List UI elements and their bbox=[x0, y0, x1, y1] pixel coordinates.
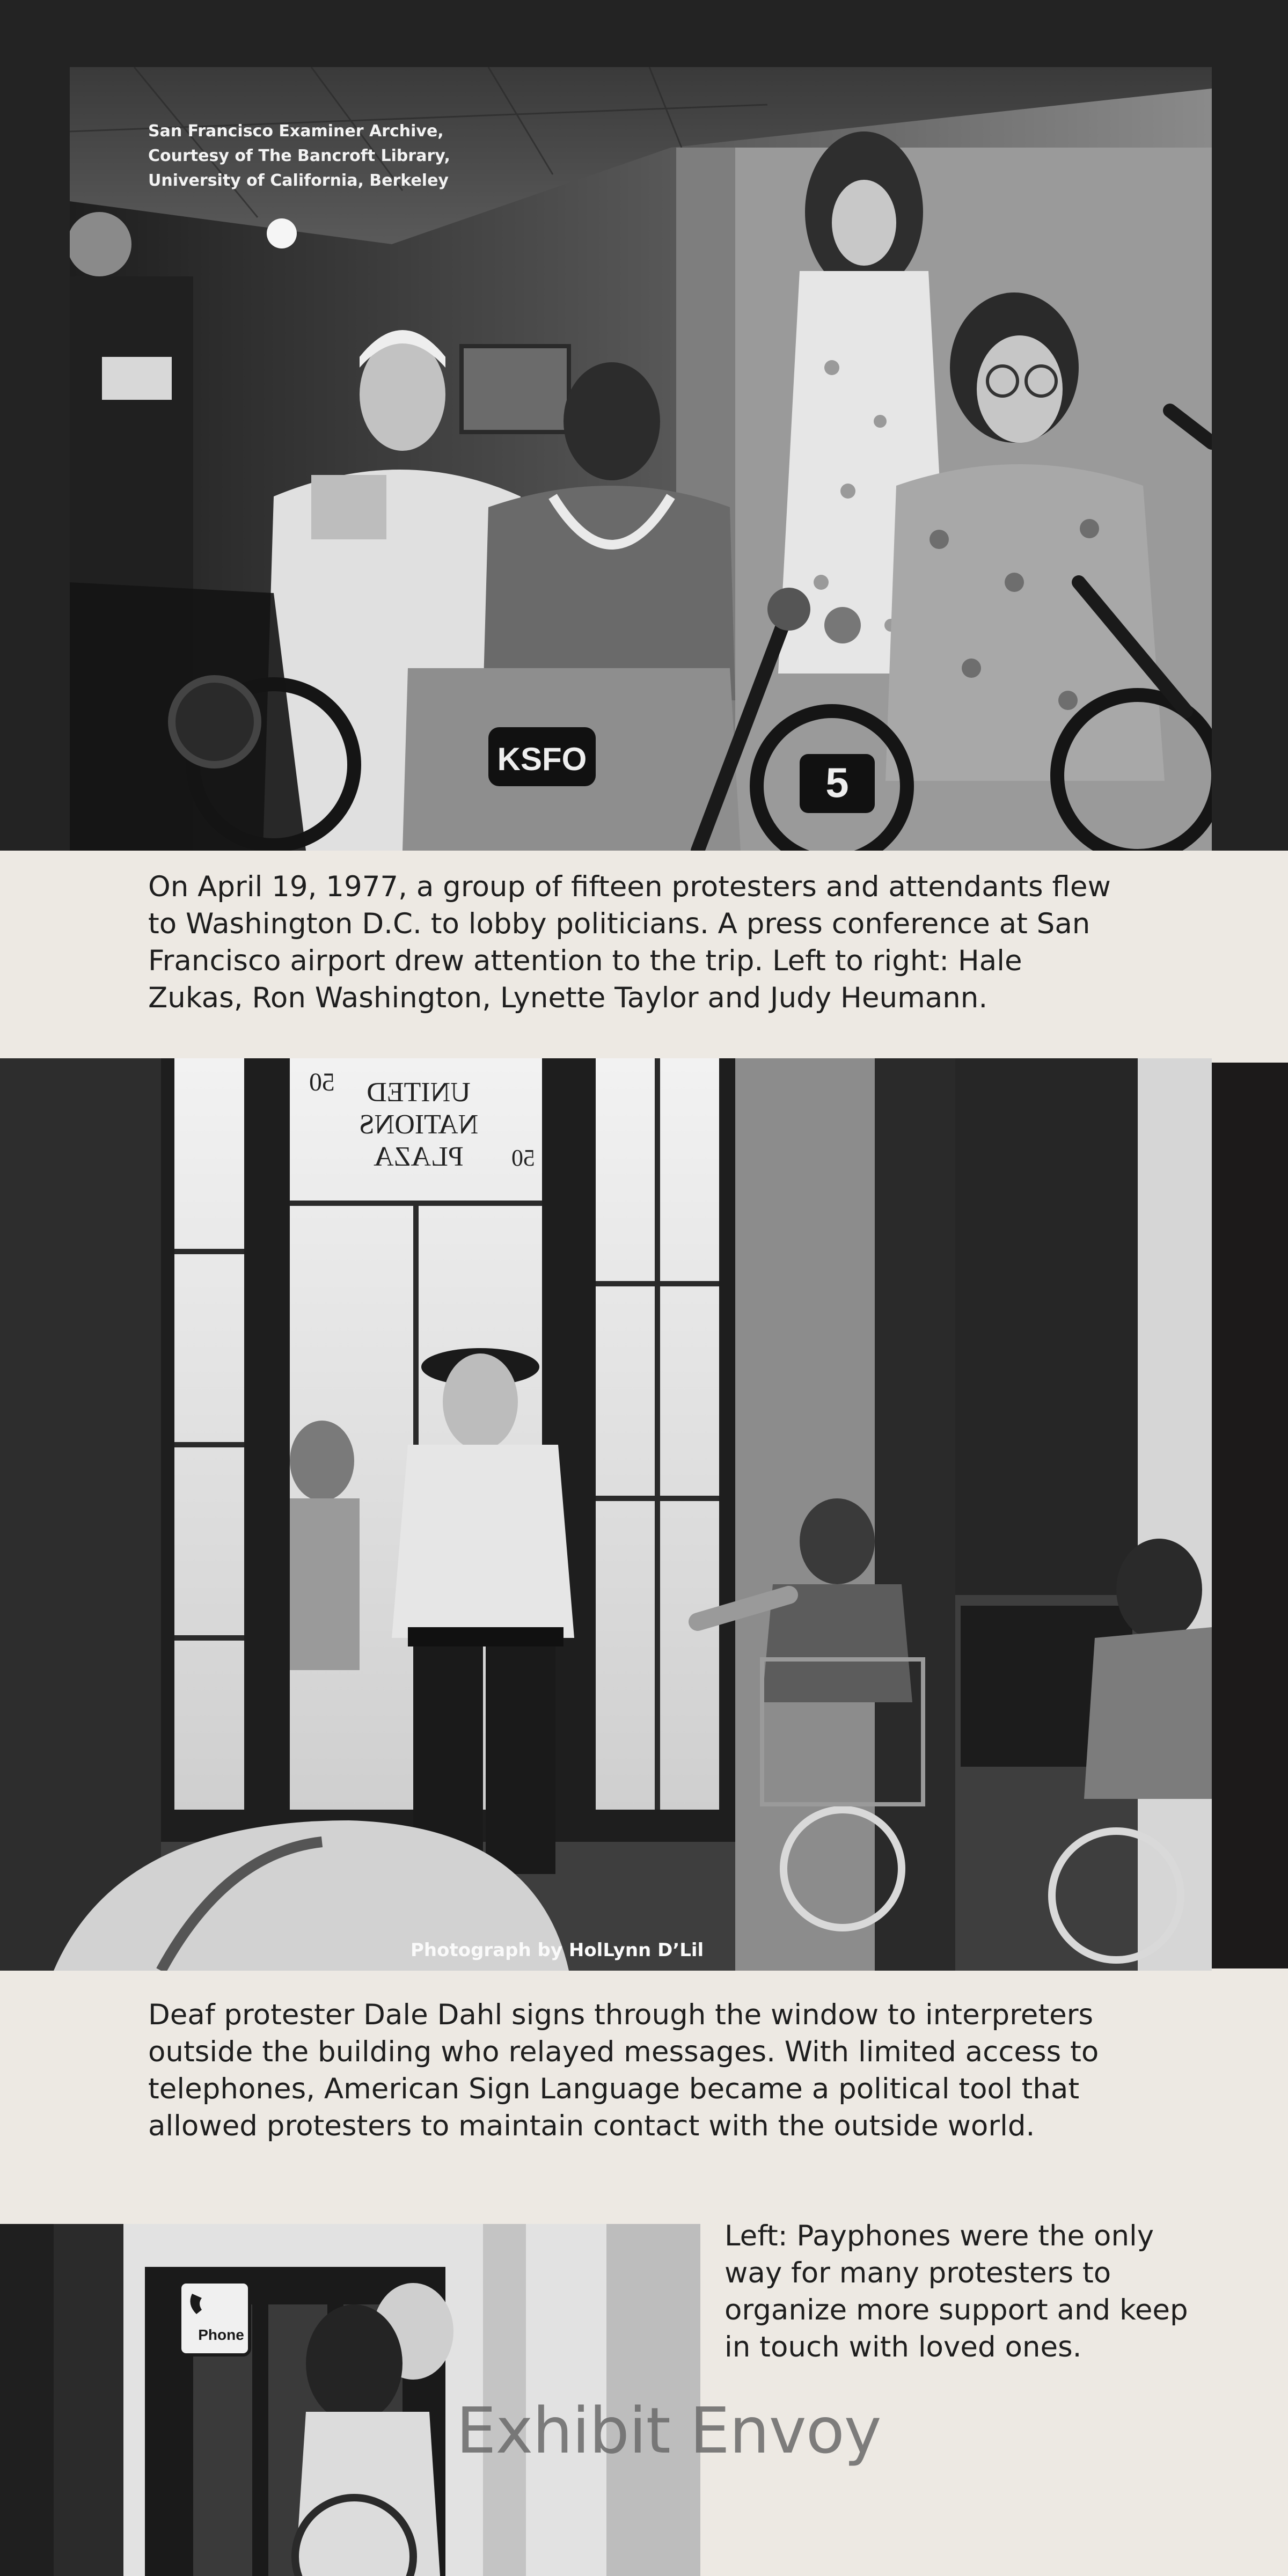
signage-word: PLAZA bbox=[374, 1141, 464, 1172]
mic-flag-ksfo: KSFO bbox=[497, 741, 587, 777]
photo-2-border bbox=[1212, 1063, 1288, 1968]
credit-line: University of California, Berkeley bbox=[148, 171, 449, 190]
signage-number: 50 bbox=[511, 1145, 535, 1171]
credit-line: San Francisco Examiner Archive, bbox=[148, 122, 444, 141]
window-signing-photo bbox=[0, 1058, 1212, 1971]
photo-1-credit bbox=[148, 119, 481, 193]
caption-sign-language: Deaf protester Dale Dahl signs through the window to interpreters outside the building who relayed messages. With limited access to telephones, American Sign Language became a political tool that allowed protesters to maintain contact with the outside world. bbox=[148, 1999, 1099, 2142]
photo-2-credit: Photograph by HolLynn D’Lil bbox=[411, 1940, 704, 1961]
caption-payphones: Left: Payphones were the only way for many protesters to organize more support and keep in touch with loved ones. bbox=[724, 2220, 1188, 2363]
photo-3-border bbox=[0, 2224, 54, 2576]
exhibit-envoy-watermark: Exhibit Envoy bbox=[456, 2394, 881, 2468]
signage-number: 50 bbox=[309, 1068, 335, 1096]
mic-flag-5: 5 bbox=[825, 759, 849, 806]
signage-word: UNITED bbox=[367, 1077, 471, 1108]
caption-press-conference: On April 19, 1977, a group of fifteen protesters and attendants flew to Washington D.C. to lobby politicians. A press conference at San Francisco airport drew attention to the trip. Left to right: Hale Zukas, Ron Washington, Lynette Taylor and Judy Heumann. bbox=[148, 870, 1111, 1014]
phone-sign-label: Phone bbox=[198, 2326, 244, 2343]
window-signing-illustration bbox=[0, 1058, 1212, 1971]
signage-word: NATIONS bbox=[358, 1109, 479, 1140]
credit-line: Courtesy of The Bancroft Library, bbox=[148, 147, 450, 165]
